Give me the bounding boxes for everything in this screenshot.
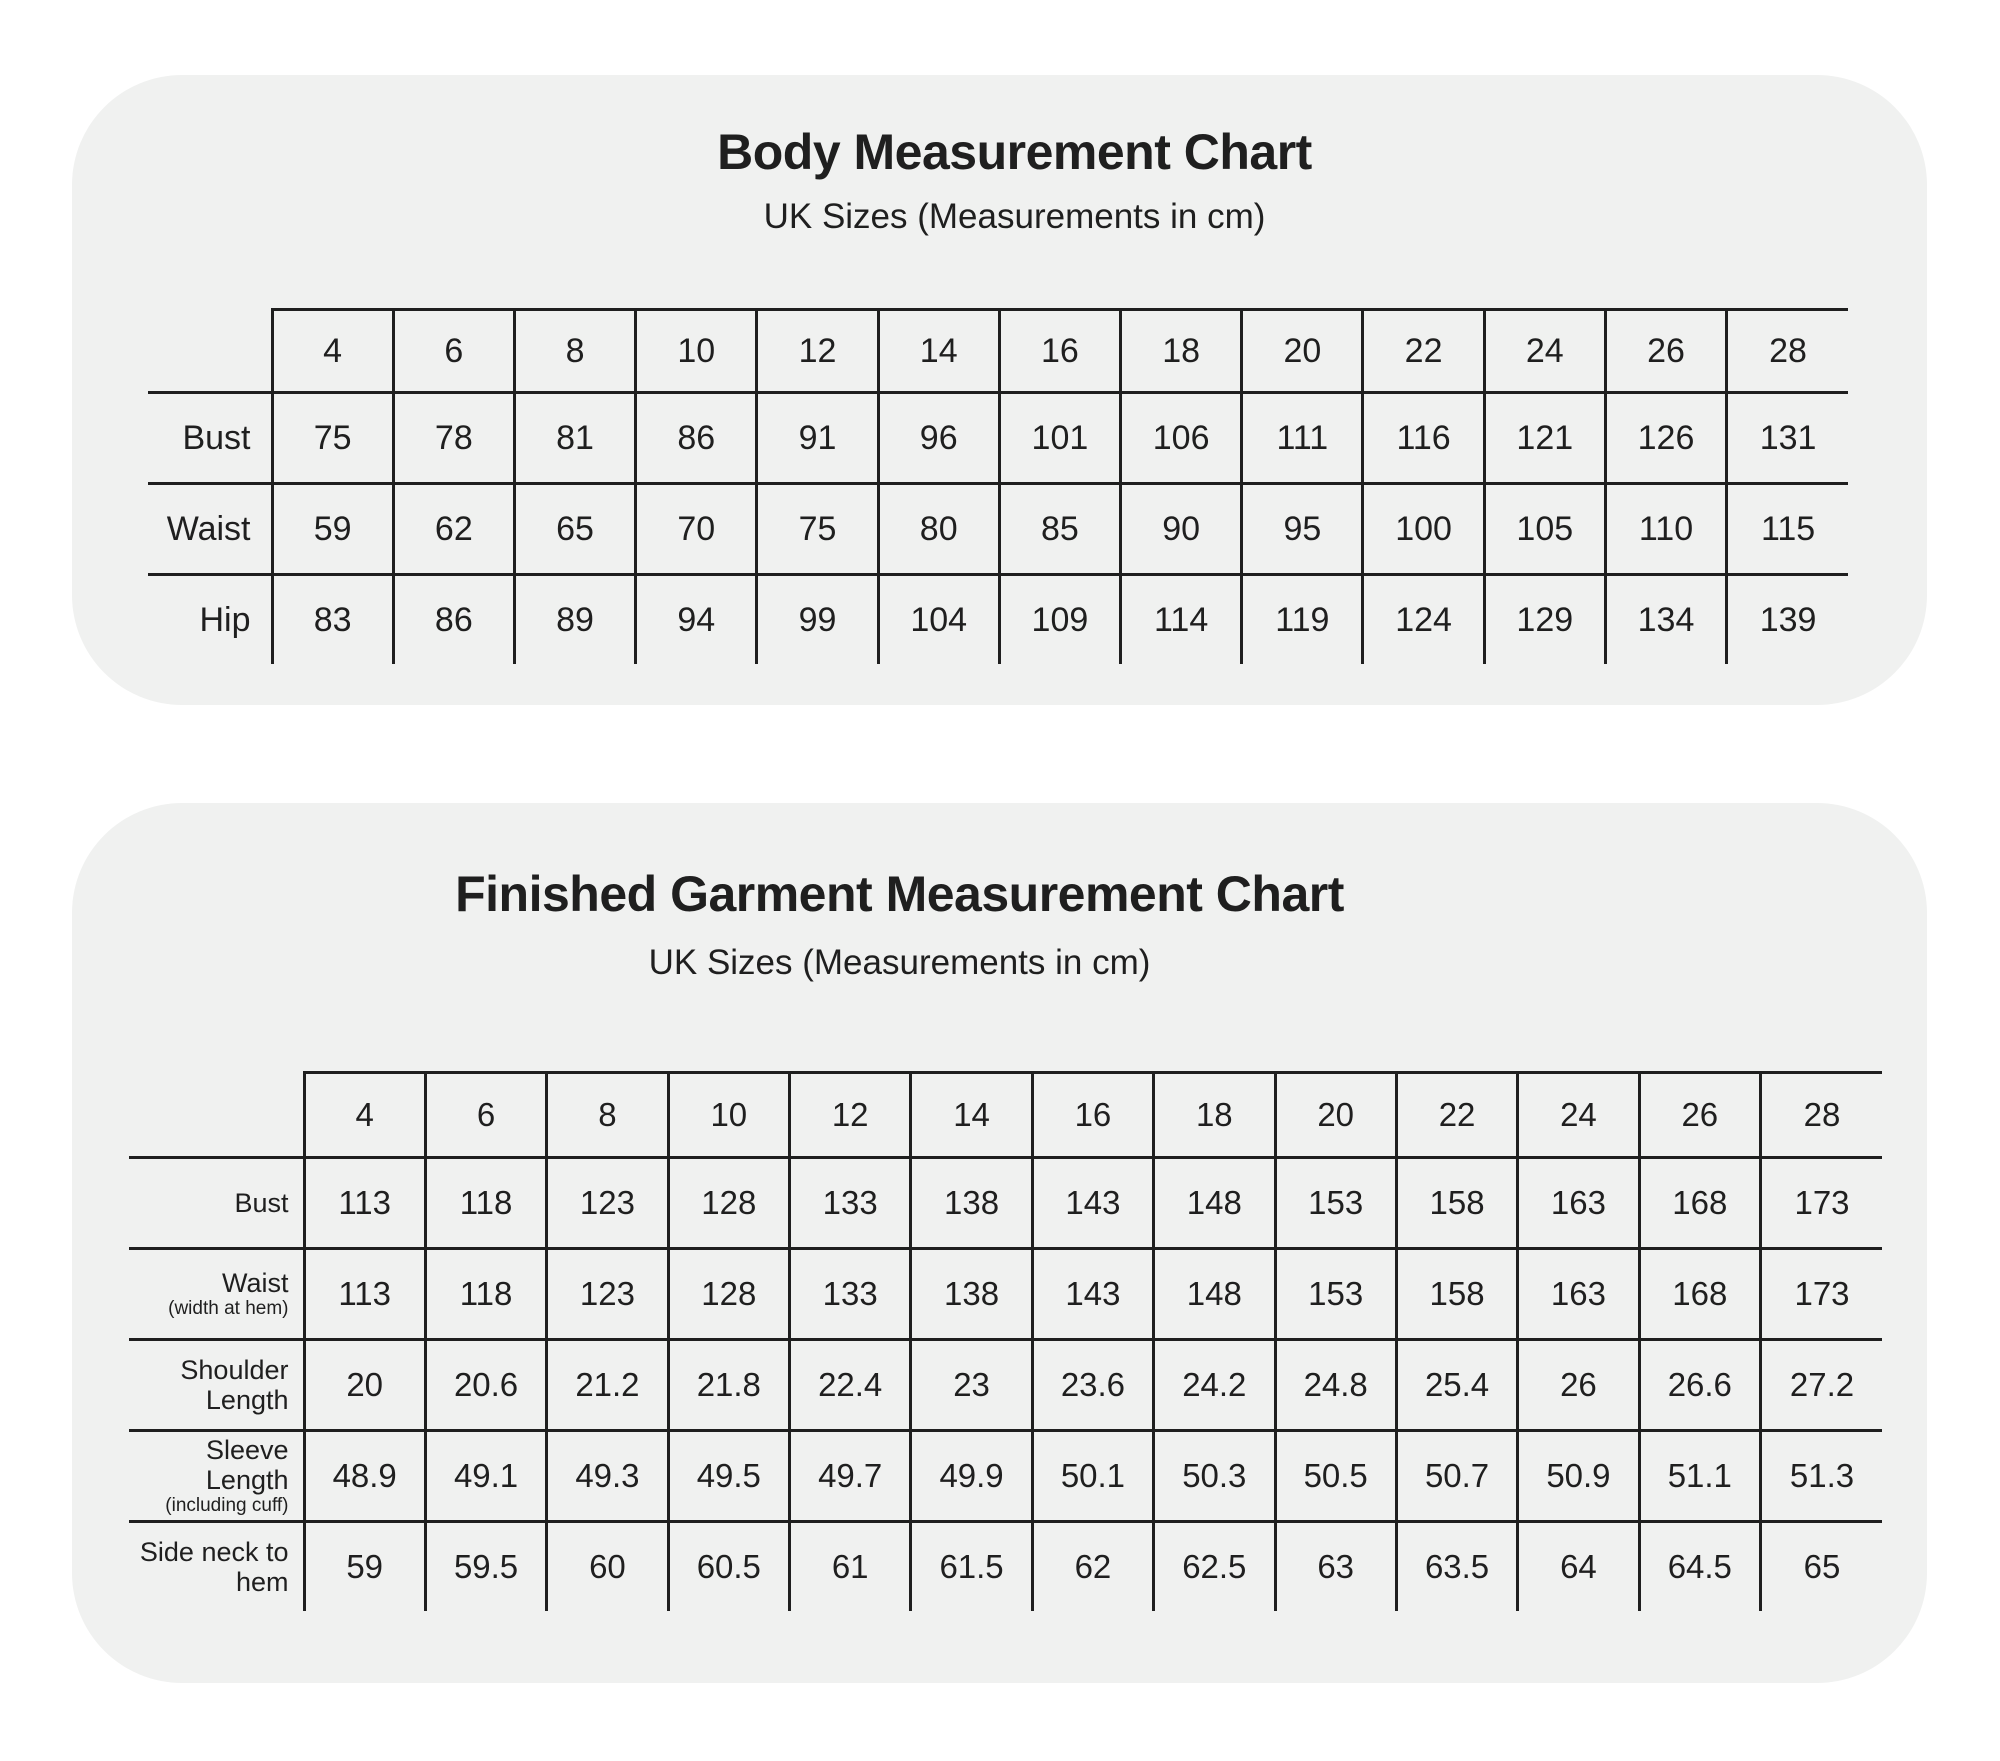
row-label-text: Bust — [182, 418, 251, 457]
measurement-cell: 113 — [304, 1158, 425, 1249]
table-row — [148, 484, 1848, 575]
measurement-cell: 59 — [304, 1522, 425, 1612]
measurement-cell: 50.3 — [1154, 1431, 1275, 1522]
measurement-cell: 64.5 — [1639, 1522, 1760, 1612]
measurement-cell: 143 — [1032, 1158, 1153, 1249]
measurement-cell: 49.9 — [911, 1431, 1032, 1522]
measurement-cell: 104 — [878, 575, 999, 665]
chart-subtitle: UK Sizes (Measurements in cm) — [648, 943, 1151, 982]
measurement-cell: 114 — [1121, 575, 1242, 665]
table-row — [148, 575, 1848, 665]
body-measurement-card — [72, 75, 1927, 705]
row-label-text: Bust — [234, 1188, 289, 1218]
measurement-cell: 78 — [393, 393, 514, 484]
size-header: 12 — [757, 310, 878, 393]
measurement-cell: 49.5 — [668, 1431, 789, 1522]
measurement-cell: 89 — [514, 575, 635, 665]
measurement-cell: 51.3 — [1761, 1431, 1883, 1522]
row-label-text: Waist — [166, 509, 251, 548]
measurement-cell: 133 — [790, 1158, 911, 1249]
measurement-cell: 129 — [1484, 575, 1605, 665]
measurement-cell: 59.5 — [425, 1522, 546, 1612]
measurement-cell: 24.2 — [1154, 1340, 1275, 1431]
size-header: 28 — [1761, 1073, 1883, 1158]
measurement-cell: 153 — [1275, 1249, 1396, 1340]
measurement-cell: 163 — [1518, 1158, 1639, 1249]
size-header: 8 — [547, 1073, 668, 1158]
row-label — [148, 393, 272, 484]
row-label — [148, 484, 272, 575]
measurement-cell: 21.8 — [668, 1340, 789, 1431]
garment-measurement-card — [72, 803, 1927, 1683]
measurement-cell: 49.1 — [425, 1431, 546, 1522]
measurement-cell: 62 — [393, 484, 514, 575]
body-measurement-table — [148, 308, 1848, 664]
row-label — [148, 575, 272, 665]
measurement-cell: 123 — [547, 1249, 668, 1340]
measurement-cell: 94 — [636, 575, 757, 665]
measurement-cell: 100 — [1363, 484, 1484, 575]
measurement-cell: 91 — [757, 393, 878, 484]
measurement-cell: 128 — [668, 1158, 789, 1249]
garment-measurement-table — [129, 1071, 1882, 1611]
measurement-cell: 64 — [1518, 1522, 1639, 1612]
measurement-cell: 99 — [757, 575, 878, 665]
corner-cell — [148, 310, 272, 393]
measurement-cell: 65 — [514, 484, 635, 575]
size-header: 24 — [1484, 310, 1605, 393]
row-label — [129, 1158, 304, 1249]
measurement-cell: 109 — [999, 575, 1120, 665]
row-label-text: Sleeve Length — [205, 1435, 289, 1495]
size-header: 20 — [1275, 1073, 1396, 1158]
measurement-cell: 158 — [1396, 1249, 1517, 1340]
measurement-cell: 158 — [1396, 1158, 1517, 1249]
measurement-cell: 62 — [1032, 1522, 1153, 1612]
measurement-cell: 111 — [1242, 393, 1363, 484]
measurement-cell: 26.6 — [1639, 1340, 1760, 1431]
measurement-cell: 61.5 — [911, 1522, 1032, 1612]
measurement-cell: 20 — [304, 1340, 425, 1431]
measurement-cell: 22.4 — [790, 1340, 911, 1431]
row-label — [129, 1249, 304, 1340]
row-label-text: Side neck to hem — [139, 1537, 289, 1597]
measurement-cell: 86 — [393, 575, 514, 665]
size-header: 4 — [272, 310, 393, 393]
measurement-cell: 75 — [272, 393, 393, 484]
measurement-cell: 138 — [911, 1249, 1032, 1340]
measurement-cell: 121 — [1484, 393, 1605, 484]
size-header: 26 — [1639, 1073, 1760, 1158]
measurement-cell: 48.9 — [304, 1431, 425, 1522]
measurement-cell: 116 — [1363, 393, 1484, 484]
measurement-cell: 131 — [1727, 393, 1848, 484]
measurement-cell: 62.5 — [1154, 1522, 1275, 1612]
measurement-cell: 23 — [911, 1340, 1032, 1431]
measurement-cell: 50.5 — [1275, 1431, 1396, 1522]
measurement-cell: 110 — [1605, 484, 1726, 575]
measurement-cell: 163 — [1518, 1249, 1639, 1340]
measurement-cell: 51.1 — [1639, 1431, 1760, 1522]
measurement-cell: 105 — [1484, 484, 1605, 575]
measurement-cell: 134 — [1605, 575, 1726, 665]
size-header: 12 — [790, 1073, 911, 1158]
measurement-cell: 148 — [1154, 1249, 1275, 1340]
measurement-cell: 126 — [1605, 393, 1726, 484]
measurement-cell: 49.7 — [790, 1431, 911, 1522]
measurement-cell: 128 — [668, 1249, 789, 1340]
measurement-cell: 138 — [911, 1158, 1032, 1249]
size-header: 6 — [425, 1073, 546, 1158]
measurement-cell: 23.6 — [1032, 1340, 1153, 1431]
measurement-cell: 20.6 — [425, 1340, 546, 1431]
size-header: 22 — [1363, 310, 1484, 393]
table-row — [129, 1249, 1882, 1340]
measurement-cell: 118 — [425, 1158, 546, 1249]
measurement-cell: 50.9 — [1518, 1431, 1639, 1522]
measurement-cell: 49.3 — [547, 1431, 668, 1522]
measurement-cell: 61 — [790, 1522, 911, 1612]
measurement-cell: 50.1 — [1032, 1431, 1153, 1522]
size-header: 18 — [1121, 310, 1242, 393]
row-label — [129, 1522, 304, 1612]
measurement-cell: 86 — [636, 393, 757, 484]
measurement-cell: 85 — [999, 484, 1120, 575]
measurement-cell: 113 — [304, 1249, 425, 1340]
measurement-cell: 101 — [999, 393, 1120, 484]
size-header: 8 — [514, 310, 635, 393]
measurement-cell: 59 — [272, 484, 393, 575]
measurement-cell: 83 — [272, 575, 393, 665]
measurement-cell: 26 — [1518, 1340, 1639, 1431]
chart-subtitle: UK Sizes (Measurements in cm) — [763, 197, 1266, 236]
measurement-cell: 106 — [1121, 393, 1242, 484]
measurement-cell: 27.2 — [1761, 1340, 1883, 1431]
measurement-cell: 118 — [425, 1249, 546, 1340]
size-header: 6 — [393, 310, 514, 393]
row-label-text: Shoulder Length — [180, 1355, 289, 1415]
measurement-cell: 90 — [1121, 484, 1242, 575]
measurement-cell: 148 — [1154, 1158, 1275, 1249]
measurement-cell: 24.8 — [1275, 1340, 1396, 1431]
measurement-cell: 168 — [1639, 1158, 1760, 1249]
measurement-cell: 25.4 — [1396, 1340, 1517, 1431]
measurement-cell: 60 — [547, 1522, 668, 1612]
size-header: 10 — [668, 1073, 789, 1158]
measurement-cell: 143 — [1032, 1249, 1153, 1340]
chart-title: Finished Garment Measurement Chart — [455, 866, 1344, 922]
measurement-cell: 96 — [878, 393, 999, 484]
measurement-cell: 21.2 — [547, 1340, 668, 1431]
measurement-cell: 173 — [1761, 1249, 1883, 1340]
measurement-cell: 65 — [1761, 1522, 1883, 1612]
size-header: 4 — [304, 1073, 425, 1158]
table-row — [129, 1522, 1882, 1612]
size-header-row — [148, 310, 1848, 393]
table-row — [129, 1158, 1882, 1249]
chart-title: Body Measurement Chart — [717, 124, 1312, 180]
size-header: 14 — [911, 1073, 1032, 1158]
measurement-cell: 63.5 — [1396, 1522, 1517, 1612]
measurement-cell: 63 — [1275, 1522, 1396, 1612]
measurement-cell: 95 — [1242, 484, 1363, 575]
measurement-cell: 133 — [790, 1249, 911, 1340]
row-label — [129, 1431, 304, 1522]
size-header: 28 — [1727, 310, 1848, 393]
table-row — [148, 393, 1848, 484]
measurement-cell: 75 — [757, 484, 878, 575]
measurement-cell: 81 — [514, 393, 635, 484]
table-row — [129, 1340, 1882, 1431]
measurement-cell: 173 — [1761, 1158, 1883, 1249]
measurement-cell: 123 — [547, 1158, 668, 1249]
measurement-cell: 119 — [1242, 575, 1363, 665]
row-label-note: (width at hem) — [168, 1298, 289, 1319]
row-label-note: (including cuff) — [165, 1495, 289, 1516]
size-header: 16 — [999, 310, 1120, 393]
size-header: 18 — [1154, 1073, 1275, 1158]
size-header: 10 — [636, 310, 757, 393]
measurement-cell: 139 — [1727, 575, 1848, 665]
size-header: 14 — [878, 310, 999, 393]
measurement-cell: 70 — [636, 484, 757, 575]
measurement-cell: 124 — [1363, 575, 1484, 665]
measurement-cell: 153 — [1275, 1158, 1396, 1249]
row-label — [129, 1340, 304, 1431]
size-header: 22 — [1396, 1073, 1517, 1158]
size-header: 26 — [1605, 310, 1726, 393]
measurement-cell: 50.7 — [1396, 1431, 1517, 1522]
size-header: 20 — [1242, 310, 1363, 393]
row-label-text: Waist — [222, 1268, 289, 1298]
size-header: 24 — [1518, 1073, 1639, 1158]
corner-cell — [129, 1073, 304, 1158]
size-header-row — [129, 1073, 1882, 1158]
row-label-text: Hip — [199, 600, 251, 639]
measurement-cell: 60.5 — [668, 1522, 789, 1612]
measurement-cell: 115 — [1727, 484, 1848, 575]
table-row — [129, 1431, 1882, 1522]
size-header: 16 — [1032, 1073, 1153, 1158]
measurement-cell: 80 — [878, 484, 999, 575]
measurement-cell: 168 — [1639, 1249, 1760, 1340]
